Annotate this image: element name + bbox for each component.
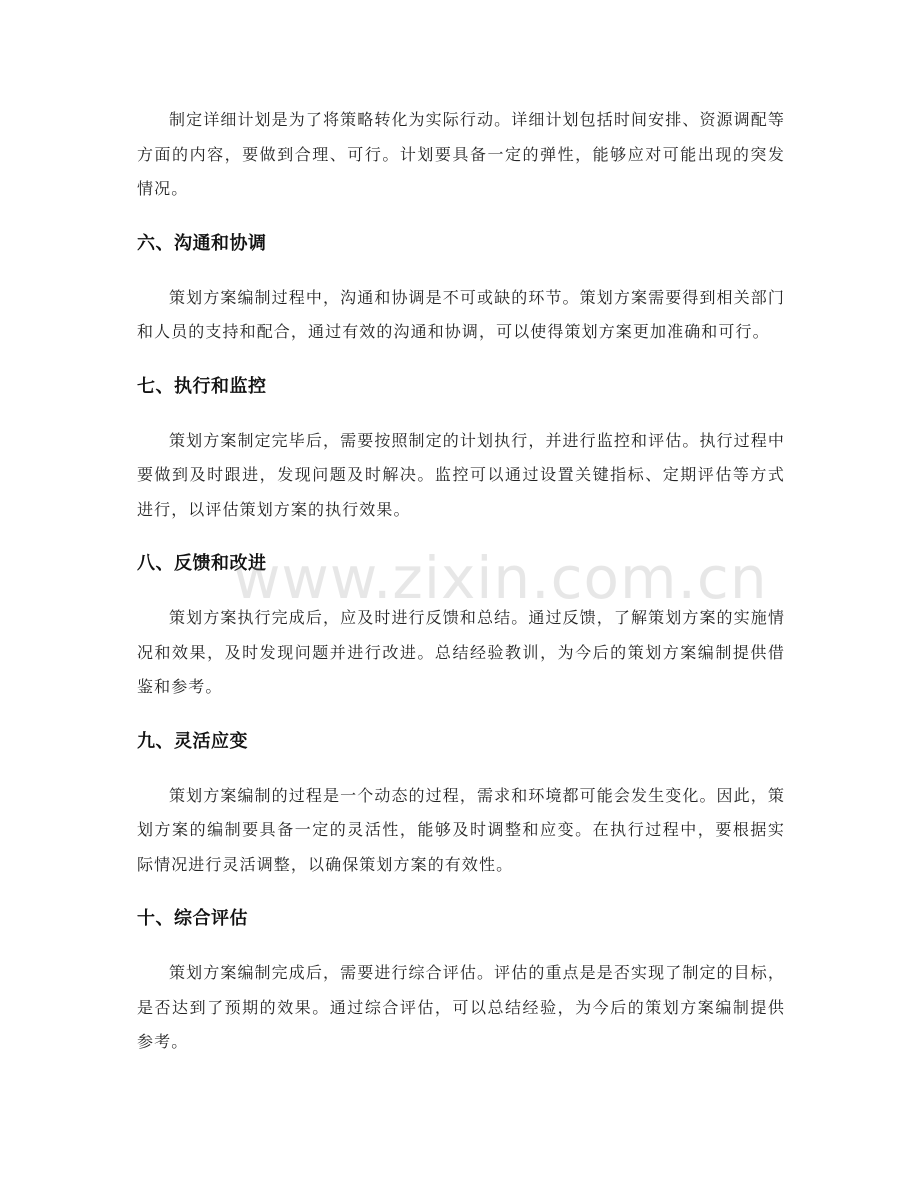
section-paragraph: 策划方案编制的过程是一个动态的过程，需求和环境都可能会发生变化。因此，策划方案的编制要具备一定的灵活性，能够及时调整和应变。在执行过程中，要根据实际情况进行灵活调整，以确保策划方案的有效性。 [137, 785, 785, 874]
section-heading: 七、执行和监控 [137, 375, 267, 397]
intro-paragraph: 制定详细计划是为了将策略转化为实际行动。详细计划包括时间安排、资源调配等方面的内容，要做到合理、可行。计划要具备一定的弹性，能够应对可能出现的突发情况。 [137, 110, 785, 198]
section-paragraph: 策划方案制定完毕后，需要按照制定的计划执行，并进行监控和评估。执行过程中要做到及时跟进，发现问题及时解决。监控可以通过设置关键指标、定期评估等方式进行，以评估策划方案的执行效果。 [137, 430, 785, 519]
section-execution [137, 374, 785, 528]
section-paragraph: 策划方案编制完成后，需要进行综合评估。评估的重点是是否实现了制定的目标，是否达到了预期的效果。通过综合评估，可以总结经验，为今后的策划方案编制提供参考。 [137, 963, 785, 1051]
section-communication [137, 231, 785, 350]
section-heading: 六、沟通和协调 [137, 232, 267, 254]
section-heading: 九、灵活应变 [137, 730, 248, 752]
section-paragraph: 策划方案编制过程中，沟通和协调是不可或缺的环节。策划方案需要得到相关部门和人员的支持和配合，通过有效的沟通和协调，可以使得策划方案更加准确和可行。 [137, 287, 785, 341]
section-heading: 十、综合评估 [137, 908, 248, 929]
document-content [137, 103, 785, 1060]
section-paragraph: 策划方案执行完成后，应及时进行反馈和总结。通过反馈，了解策划方案的实施情况和效果，及时发现问题并进行改进。总结经验教训，为今后的策划方案编制提供借鉴和参考。 [137, 608, 785, 696]
watermark: www.zixin.com.cn [233, 544, 768, 612]
section-flexibility [137, 729, 785, 883]
section-feedback [137, 551, 785, 705]
section-heading: 八、反馈和改进 [137, 553, 267, 574]
section-evaluation [137, 906, 785, 1060]
